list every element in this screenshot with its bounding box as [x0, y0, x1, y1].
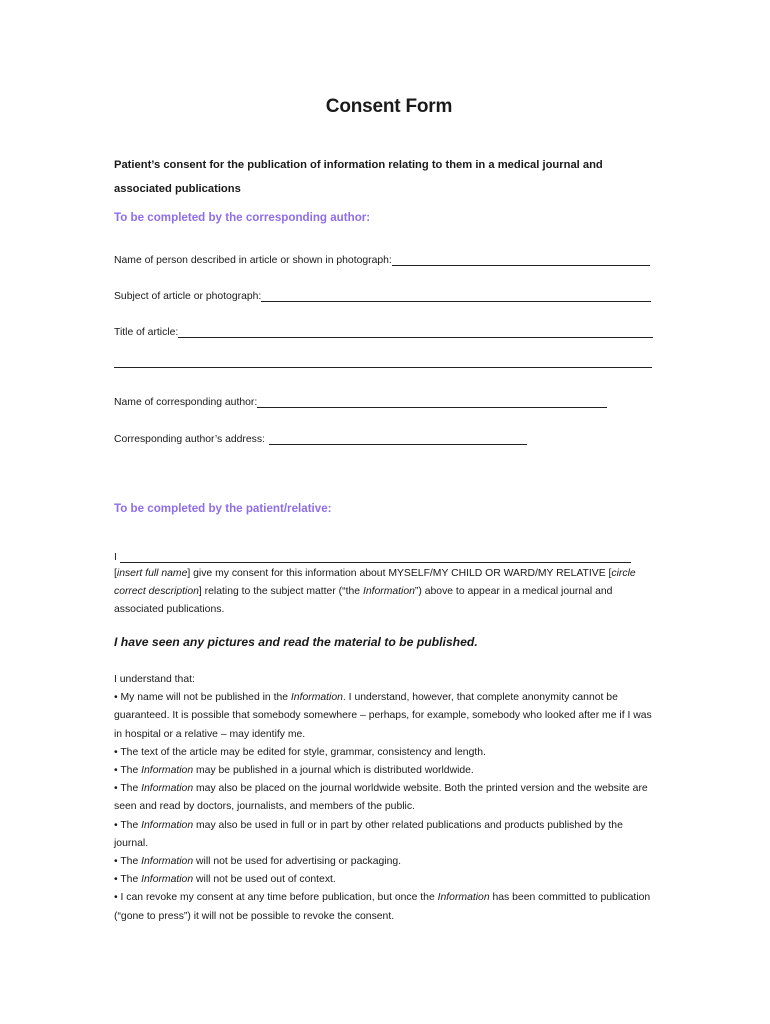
- information-term: Information: [141, 819, 194, 831]
- bullet-text: • My name will not be published in the: [114, 692, 291, 704]
- insert-name-hint: insert full name: [116, 568, 188, 579]
- bullet-text: may also be used in full or in part by other related publications and products published by the journal.: [114, 819, 623, 849]
- bullet-text: may also be placed on the journal worldwide website. Both the printed version and the website are seen and read by doctors, journalists, and members of the public.: [114, 783, 648, 813]
- bullet-text: • The: [114, 874, 142, 886]
- understand-intro: I understand that:: [114, 674, 195, 685]
- bullet-text: • The: [114, 856, 142, 868]
- person-name-input-line[interactable]: [392, 253, 650, 266]
- information-term: Information: [141, 783, 194, 795]
- subject-field[interactable]: [114, 286, 651, 302]
- author-section-heading: To be completed by the corresponding author:: [114, 211, 371, 224]
- list-item: [114, 780, 659, 816]
- bullet-text: • The: [114, 783, 142, 795]
- bullet-text: will not be used out of context.: [193, 874, 336, 886]
- article-title-label: Title of article:: [114, 327, 179, 338]
- article-title-input-line[interactable]: [178, 325, 653, 338]
- list-item: [114, 762, 659, 780]
- author-name-label: Name of corresponding author:: [114, 397, 258, 408]
- understanding-list: [114, 671, 659, 926]
- bullet-text: • The: [114, 819, 142, 831]
- information-term: Information: [290, 692, 343, 704]
- information-term: Information: [141, 765, 194, 777]
- list-item: [114, 853, 659, 871]
- circle-description-hint: circle correct description: [114, 568, 636, 598]
- article-title-field[interactable]: [114, 322, 653, 338]
- bullet-text: • I can revoke my consent at any time before publication, but once the: [114, 892, 438, 904]
- consent-paragraph: [114, 565, 654, 620]
- consent-text-mid2: ] relating to the subject matter (“the: [198, 586, 363, 598]
- list-item: [114, 871, 659, 889]
- list-item: [114, 889, 659, 925]
- bullet-text: • The: [114, 765, 142, 777]
- information-term: Information: [437, 892, 490, 904]
- patient-full-name-input-line[interactable]: [120, 550, 631, 563]
- author-name-field[interactable]: [114, 392, 607, 408]
- information-term: Information: [141, 856, 194, 868]
- consent-text-end: ”) above to appear in a medical journal and associated publications.: [114, 586, 613, 616]
- author-address-input-line[interactable]: [269, 432, 527, 445]
- bullet-text: has been committed to publication (“gone to press”) it will not be possible to revoke the consent.: [114, 892, 651, 922]
- patient-section-heading: To be completed by the patient/relative:: [114, 502, 332, 515]
- subject-label: Subject of article or photograph:: [114, 291, 262, 302]
- page-title: Consent Form: [325, 96, 453, 117]
- bullet-text: . I understand, however, that complete anonymity cannot be guaranteed. It is possible that somebody somewhere – perhaps, for example, somebody who looked after me if I was in hospital or a relative – may identify me.: [114, 692, 652, 740]
- information-term: Information: [141, 874, 194, 886]
- article-title-continuation-line[interactable]: [114, 367, 652, 368]
- consent-text-open: [: [114, 568, 117, 579]
- patient-i-label: I: [114, 552, 117, 563]
- person-name-label: Name of person described in article or shown in photograph:: [114, 255, 392, 266]
- consent-text-mid: ] give my consent for this information about MYSELF/MY CHILD OR WARD/MY RELATIVE [: [187, 568, 612, 579]
- bullet-text: may be published in a journal which is distributed worldwide.: [193, 765, 474, 777]
- patient-full-name-field[interactable]: [114, 547, 631, 563]
- subject-input-line[interactable]: [261, 289, 651, 302]
- list-item: [114, 817, 659, 853]
- author-address-field[interactable]: [114, 429, 527, 445]
- information-term: Information: [362, 586, 415, 598]
- form-subtitle: Patient’s consent for the publication of information relating to them in a medical journal and associated publications: [114, 159, 603, 195]
- author-name-input-line[interactable]: [257, 395, 607, 408]
- author-address-label: Corresponding author’s address:: [114, 434, 265, 445]
- seen-material-statement: I have seen any pictures and read the material to be published.: [114, 635, 478, 649]
- list-item: [114, 689, 659, 744]
- person-name-field[interactable]: [114, 250, 650, 266]
- list-item: • The text of the article may be edited for style, grammar, consistency and length.: [114, 746, 486, 758]
- bullet-text: will not be used for advertising or packaging.: [193, 856, 402, 868]
